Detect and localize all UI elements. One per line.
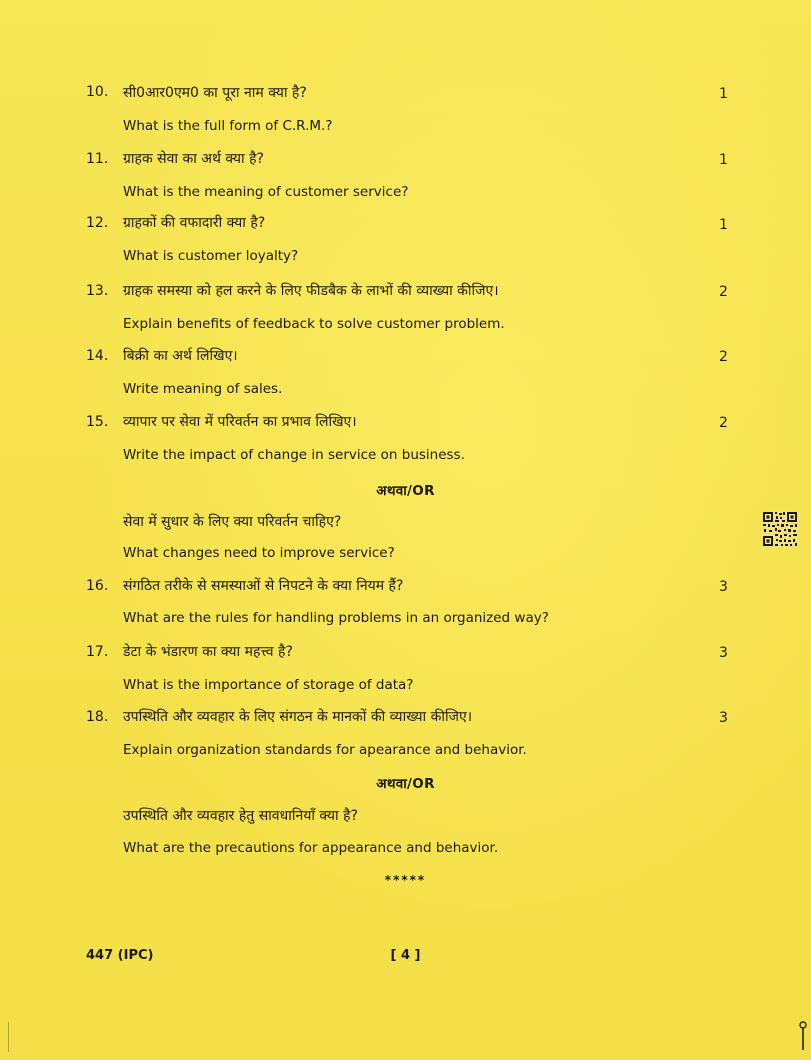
question-marks: 3 bbox=[719, 645, 728, 661]
question-number: 10. bbox=[86, 84, 109, 100]
question-text-english: What is the meaning of customer service? bbox=[123, 184, 409, 200]
question-text-english: Write the impact of change in service on business. bbox=[123, 447, 465, 463]
question-marks: 1 bbox=[719, 217, 728, 233]
question-marks: 2 bbox=[719, 284, 728, 300]
question-text-hindi: ग्राहक समस्या को हल करने के लिए फीडबैक के लाभों की व्याख्या कीजिए। bbox=[123, 283, 499, 299]
question-marks: 3 bbox=[719, 710, 728, 726]
end-of-paper-marker: ***** bbox=[384, 873, 427, 887]
question-text-english: What are the precautions for appearance and behavior. bbox=[123, 840, 499, 856]
question-text-hindi: बिक्री का अर्थ लिखिए। bbox=[123, 348, 238, 364]
question-marks: 2 bbox=[719, 415, 728, 431]
page-number: [ 4 ] bbox=[390, 948, 421, 963]
paper-code: 447 (IPC) bbox=[86, 948, 154, 963]
question-text-english: What is customer loyalty? bbox=[123, 248, 299, 264]
question-text-hindi: ग्राहकों की वफादारी क्या है? bbox=[123, 215, 266, 231]
question-marks: 1 bbox=[719, 152, 728, 168]
question-number: 12. bbox=[86, 215, 109, 231]
question-text-hindi: व्यापार पर सेवा में परिवर्तन का प्रभाव लिखिए। bbox=[123, 414, 357, 430]
qr-code-icon bbox=[762, 511, 798, 547]
question-text-english: Explain benefits of feedback to solve customer problem. bbox=[123, 316, 505, 332]
question-text-hindi: सेवा में सुधार के लिए क्या परिवर्तन चाहिए? bbox=[123, 514, 342, 530]
or-separator: अथवा/OR bbox=[376, 776, 435, 792]
question-number: 18. bbox=[86, 709, 109, 725]
question-text-english: What are the rules for handling problems in an organized way? bbox=[123, 610, 549, 626]
question-number: 14. bbox=[86, 348, 109, 364]
question-marks: 3 bbox=[719, 579, 728, 595]
question-text-hindi: सी0आर0एम0 का पूरा नाम क्या है? bbox=[123, 85, 307, 101]
question-text-english: What is the importance of storage of data? bbox=[123, 677, 414, 693]
question-text-english: What changes need to improve service? bbox=[123, 545, 395, 561]
question-text-english: What is the full form of C.R.M.? bbox=[123, 118, 333, 134]
or-separator: अथवा/OR bbox=[376, 483, 435, 499]
question-text-hindi: ग्राहक सेवा का अर्थ क्या है? bbox=[123, 151, 264, 167]
question-number: 11. bbox=[86, 151, 109, 167]
scan-edge-line bbox=[8, 1022, 9, 1052]
question-number: 13. bbox=[86, 283, 109, 299]
edge-pin-mark bbox=[799, 1020, 807, 1050]
question-text-hindi: उपस्थिति और व्यवहार के लिए संगठन के मानकों की व्याख्या कीजिए। bbox=[123, 709, 473, 725]
question-text-english: Explain organization standards for apearance and behavior. bbox=[123, 742, 527, 758]
question-number: 17. bbox=[86, 644, 109, 660]
question-text-hindi: डेटा के भंडारण का क्या महत्त्व है? bbox=[123, 644, 293, 660]
question-text-english: Write meaning of sales. bbox=[123, 381, 283, 397]
question-number: 16. bbox=[86, 578, 109, 594]
question-marks: 1 bbox=[719, 86, 728, 102]
question-text-hindi: संगठित तरीके से समस्याओं से निपटने के क्या नियम हैं? bbox=[123, 578, 404, 594]
question-text-hindi: उपस्थिति और व्यवहार हेतु सावधानियाँ क्या है? bbox=[123, 808, 358, 824]
question-marks: 2 bbox=[719, 349, 728, 365]
question-number: 15. bbox=[86, 414, 109, 430]
